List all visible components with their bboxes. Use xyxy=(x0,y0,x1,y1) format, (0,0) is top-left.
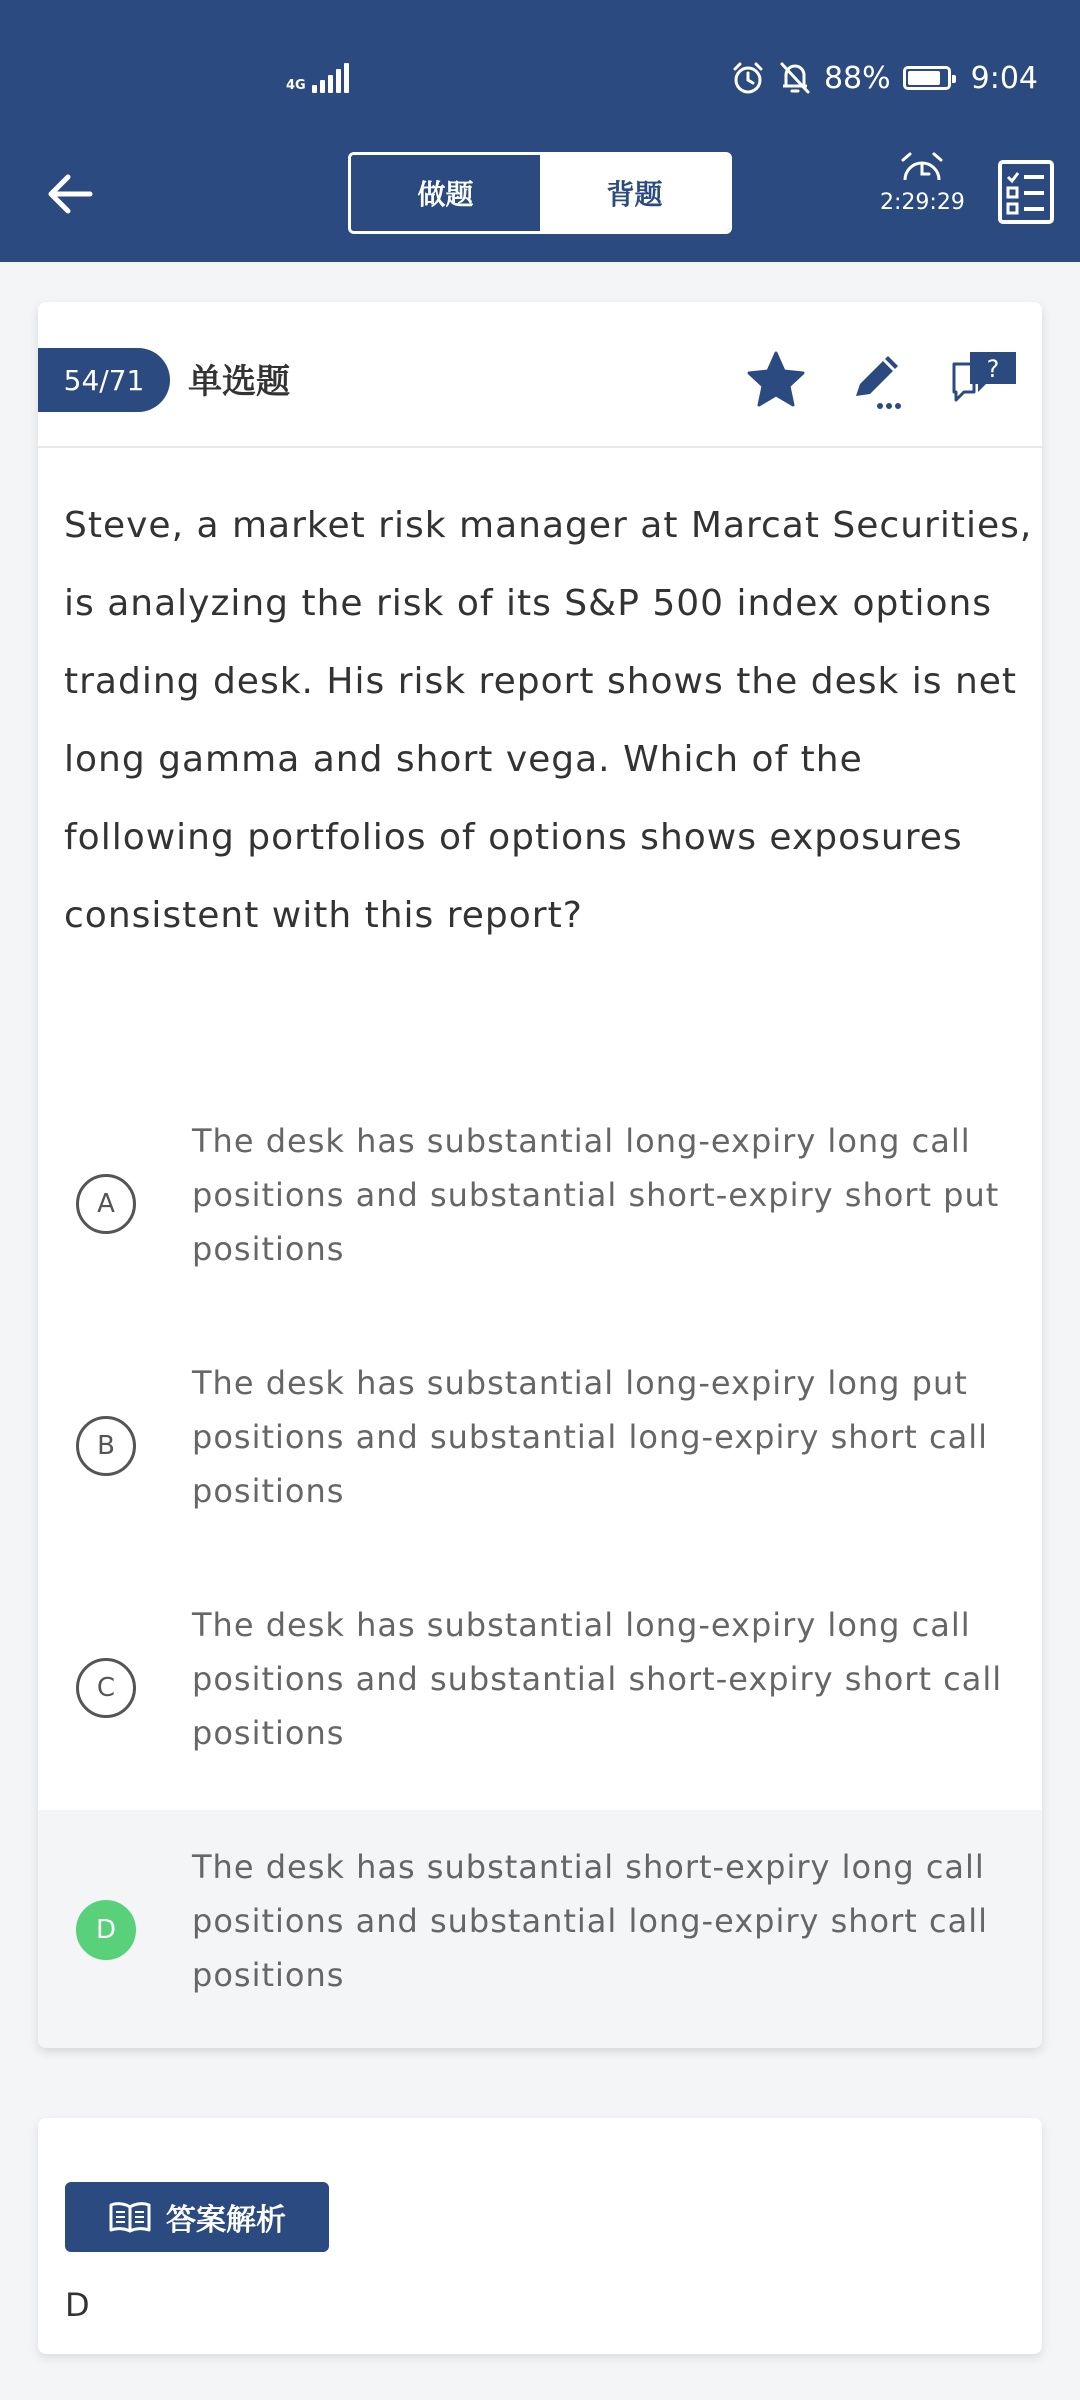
option-d[interactable] xyxy=(38,1810,1042,2048)
network-type: 4G xyxy=(286,78,306,93)
book-icon xyxy=(108,2201,152,2233)
star-icon[interactable] xyxy=(744,348,808,412)
question-progress: 54/71 xyxy=(38,348,170,412)
tab-practice[interactable]: 做题 xyxy=(351,155,540,231)
timer-text: 2:29:29 xyxy=(880,190,965,215)
pencil-icon[interactable] xyxy=(846,348,908,412)
answer-analysis-label: 答案解析 xyxy=(166,2203,286,2238)
option-c[interactable] xyxy=(38,1568,1042,1808)
mode-toggle xyxy=(348,152,732,234)
option-letter: C xyxy=(76,1658,136,1718)
option-text: The desk has substantial long-expiry long call positions and substantial short-expiry short call positions xyxy=(192,1606,1003,1752)
option-letter: A xyxy=(76,1174,136,1234)
alarm-clock-icon xyxy=(897,150,947,184)
correct-answer: D xyxy=(65,2286,90,2324)
answer-analysis-button[interactable] xyxy=(65,2182,329,2252)
timer[interactable] xyxy=(880,150,964,215)
tab-memorize[interactable]: 背题 xyxy=(540,155,729,231)
top-bar xyxy=(0,0,1080,262)
question-type: 单选题 xyxy=(188,362,290,402)
option-text: The desk has substantial long-expiry long call positions and substantial short-expiry short put positions xyxy=(192,1122,1000,1268)
question-card xyxy=(38,302,1042,2048)
signal-icon xyxy=(286,63,349,93)
svg-text:?: ? xyxy=(986,355,1000,383)
nav-row xyxy=(0,150,1080,240)
clock-time: 9:04 xyxy=(970,60,1038,96)
status-bar xyxy=(0,55,1080,105)
option-b[interactable] xyxy=(38,1326,1042,1566)
battery-percent: 88% xyxy=(823,60,891,96)
option-a[interactable] xyxy=(38,1084,1042,1324)
arrow-left-icon[interactable] xyxy=(40,164,100,224)
question-text: Steve, a market risk manager at Marcat Securities, is analyzing the risk of its S&P 500 index options trading desk. His risk report shows the desk is net long gamma and short vega. Which of the following portfolios of options shows exposures consistent with this report? xyxy=(64,505,1033,936)
alarm-icon xyxy=(730,60,766,96)
bell-off-icon xyxy=(778,60,812,96)
checklist-icon[interactable] xyxy=(998,160,1054,224)
battery-icon xyxy=(903,66,951,90)
option-letter: D xyxy=(76,1900,136,1960)
analysis-card xyxy=(38,2118,1042,2354)
option-text: The desk has substantial long-expiry long put positions and substantial long-expiry short call positions xyxy=(192,1364,988,1510)
question-header xyxy=(38,302,1042,448)
feedback-question-icon[interactable] xyxy=(950,348,1020,410)
option-text: The desk has substantial short-expiry long call positions and substantial long-expiry short call positions xyxy=(192,1848,988,1994)
option-letter: B xyxy=(76,1416,136,1476)
